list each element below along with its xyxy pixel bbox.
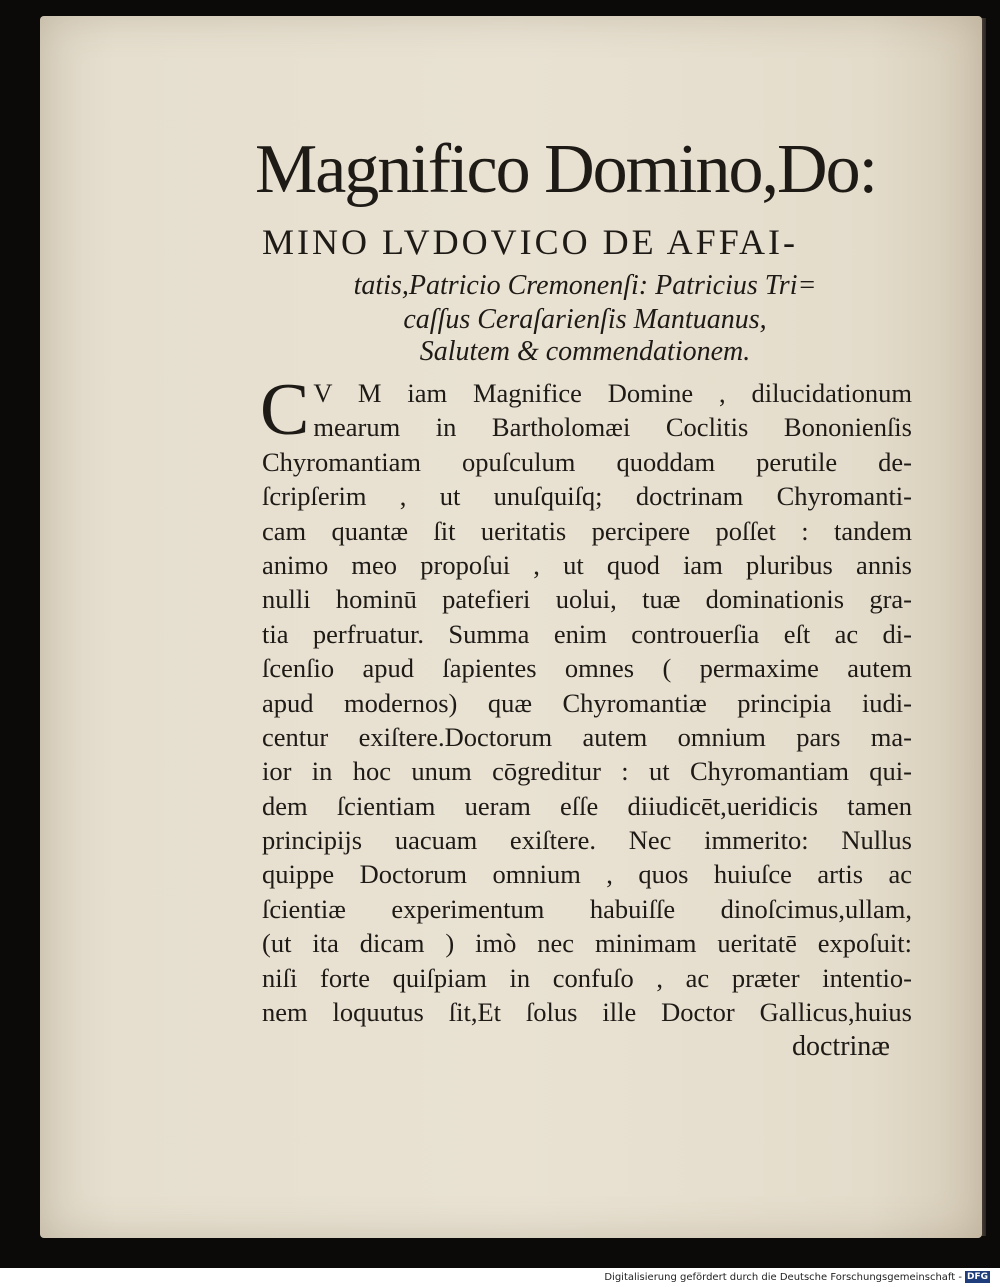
- body-text: [260, 369, 912, 1029]
- body-line: (ut ita dicam ) imò nec minimam ueritatē expoſuit:: [262, 928, 912, 959]
- drop-capital: C: [260, 369, 310, 451]
- body-line: V M iam Magnifice Domine , dilucidationum: [313, 378, 912, 408]
- body-line: quippe Doctorum omnium , quos huiuſce artis ac: [262, 859, 912, 890]
- digitization-footer: [604, 1271, 990, 1283]
- body-line: ſcientiæ experimentum habuiſſe dinoſcimus,ullam,: [262, 893, 912, 924]
- heading-line-4: caſſus Ceraſarienſis Mantuanus,: [403, 304, 767, 335]
- footer-text: Digitalisierung gefördert durch die Deutsche Forschungsgemeinschaft -: [604, 1271, 962, 1283]
- body-line: nulli hominū patefieri uolui, tuæ dominationis gra-: [262, 584, 912, 615]
- body-line: niſi forte quiſpiam in confuſo , ac præter intentio-: [262, 962, 912, 993]
- heading-line-3: tatis,Patricio Cremonenſi: Patricius Tri=: [353, 270, 817, 301]
- body-line: principijs uacuam exiſtere. Nec immerito: Nullus: [262, 825, 912, 856]
- dfg-logo-icon: DFG: [966, 1272, 988, 1282]
- body-line: ior in hoc unum cōgreditur : ut Chyromantiam qui-: [262, 756, 912, 787]
- body-line: ſcenſio apud ſapientes omnes ( permaxime autem: [262, 653, 912, 684]
- heading-line-2: MINO LVDOVICO DE AFFAI-: [262, 222, 799, 262]
- catchword: doctrinæ: [792, 1031, 890, 1062]
- body-line: dem ſcientiam ueram eſſe diiudicēt,ueridicis tamen: [262, 790, 912, 821]
- heading-line-5: Salutem & commendationem.: [419, 336, 751, 367]
- body-line: cam quantæ ſit ueritatis percipere poſſet : tandem: [262, 515, 912, 546]
- body-line: animo meo propoſui , ut quod iam pluribus annis: [262, 549, 912, 580]
- body-line: nem loquutus ſit,Et ſolus ille Doctor Gallicus,huius: [262, 997, 912, 1028]
- heading-line-1: Magnifico Domino,Do:: [255, 131, 877, 208]
- body-line: apud modernos) quæ Chyromantiæ principia iudi-: [262, 687, 912, 718]
- body-line: centur exiſtere.Doctorum autem omnium pars ma-: [262, 721, 912, 752]
- body-line: ſcripſerim , ut unuſquiſq; doctrinam Chyromanti-: [262, 481, 912, 512]
- body-line: Chyromantiam opuſculum quoddam perutile de-: [262, 446, 912, 477]
- body-line: mearum in Bartholomæi Coclitis Bononienſis: [313, 412, 912, 443]
- body-line: tia perfruatur. Summa enim controuerſia eſt ac di-: [262, 618, 912, 649]
